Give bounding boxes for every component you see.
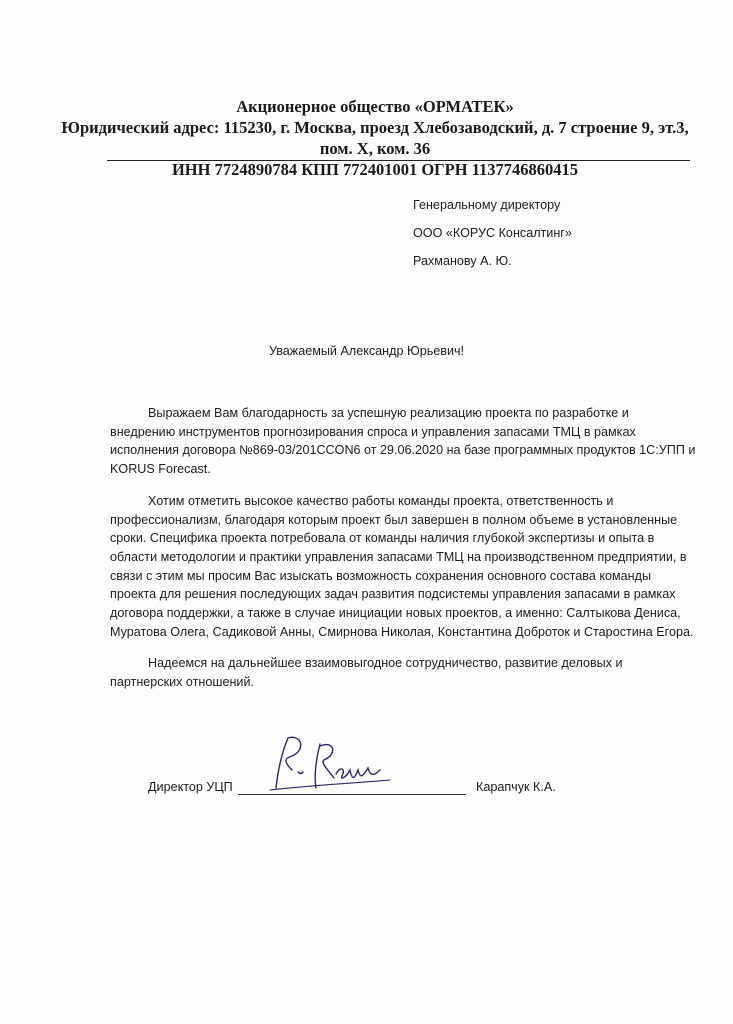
recipient-block: [413, 196, 572, 280]
letter-body: [110, 404, 696, 705]
text-line: Муратова Олега, Садиковой Анны, Смирнова Николая, Константина Доброток и Старостина Егора.: [110, 624, 694, 639]
text-line: внедрению инструментов прогнозирования спроса и управления запасами ТМЦ в рамках: [110, 424, 636, 439]
company-name: Акционерное общество «ОРМАТЕК»: [236, 97, 514, 116]
salutation: Уважаемый Александр Юрьевич!: [268, 344, 465, 358]
paragraph-gratitude: [110, 404, 696, 479]
text-line: партнерских отношений.: [110, 675, 255, 690]
signature-line: [238, 794, 466, 795]
letterhead-rule: [107, 160, 690, 161]
signer-name: Карапчук К.А.: [476, 780, 556, 794]
text-line: KORUS Forecast.: [110, 462, 211, 477]
text-line: профессионализм, благодаря которым проект был завершен в полном объеме в установленные: [110, 512, 678, 527]
signer-title: Директор УЦП: [148, 780, 233, 794]
text-line: Хотим отметить высокое качество работы команды проекта, ответственность и: [148, 493, 614, 508]
recipient-company: ООО «КОРУС Консалтинг»: [413, 226, 572, 240]
text-line: связи с этим мы просим Вас изыскать возможность сохранения основного состава команды: [110, 568, 652, 583]
legal-address-line-2: пом. X, ком. 36: [319, 139, 431, 158]
registration-numbers: ИНН 7724890784 КПП 772401001 ОГРН 1137746860415: [171, 160, 579, 179]
text-line: исполнения договора №869-03/201CCON6 от 29.06.2020 на базе программных продуктов 1С:УПП и: [110, 443, 696, 458]
text-line: проекта для решения последующих задач развития подсистемы управления запасами в рамках: [110, 587, 676, 602]
paragraph-closing: [110, 654, 640, 691]
letterhead: [60, 96, 690, 180]
signature-row: [148, 778, 568, 808]
text-line: сроки. Специфика проекта потребовала от команды наличия глубокой экспертизы и опыта в: [110, 531, 655, 546]
text-line: Надеемся на дальнейшее взаимовыгодное сотрудничество, развитие деловых и: [148, 656, 623, 671]
text-line: Выражаем Вам благодарность за успешную реализацию проекта по разработке и: [148, 406, 629, 420]
recipient-position: Генеральному директору: [413, 198, 561, 212]
paragraph-team: [110, 492, 694, 642]
text-line: области методологии и практики управления запасами ТМЦ на производственном предприятии, в: [110, 549, 687, 564]
text-line: договора поддержки, а также в случае инициации новых проектов, а именно: Салтыкова Дениса,: [110, 606, 681, 621]
legal-address-line-1: Юридический адрес: 115230, г. Москва, проезд Хлебозаводский, д. 7 строение 9, эт.3,: [61, 118, 689, 137]
recipient-name: Рахманову А. Ю.: [413, 254, 512, 268]
